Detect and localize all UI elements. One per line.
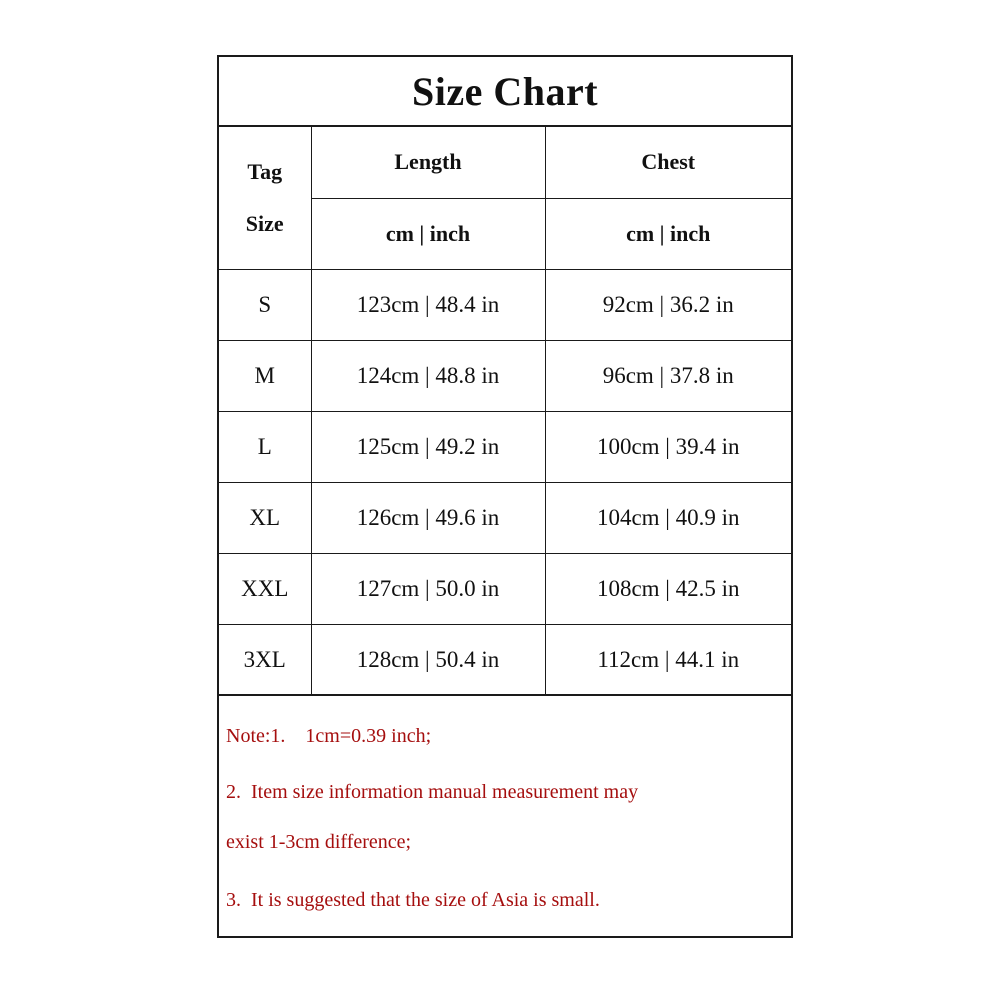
note-line-3: exist 1-3cm difference;	[226, 831, 412, 853]
size-cell: 3XL	[219, 624, 311, 695]
tag-size-header-line2: Size	[245, 210, 284, 236]
length-cell: 124cm | 48.8 in	[311, 340, 545, 411]
table-row	[219, 269, 791, 340]
note-line-1: Note:1. 1cm=0.39 inch;	[226, 725, 432, 747]
size-cell: XL	[219, 482, 311, 553]
length-cell: 127cm | 50.0 in	[311, 553, 545, 624]
table-row	[219, 482, 791, 553]
tag-size-header	[219, 127, 311, 269]
chart-title: Size Chart	[219, 57, 791, 127]
chest-cell: 96cm | 37.8 in	[545, 340, 791, 411]
length-cell: 123cm | 48.4 in	[311, 269, 545, 340]
length-cell: 125cm | 49.2 in	[311, 411, 545, 482]
chest-unit-header: cm | inch	[545, 198, 791, 269]
size-cell: XXL	[219, 553, 311, 624]
size-cell: L	[219, 411, 311, 482]
length-cell: 126cm | 49.6 in	[311, 482, 545, 553]
tag-size-header-line1: Tag	[247, 158, 283, 184]
note-line-4: 3. It is suggested that the size of Asia is small.	[226, 889, 600, 911]
table-row	[219, 553, 791, 624]
table-row	[219, 624, 791, 695]
table-row	[219, 411, 791, 482]
length-header: Length	[311, 127, 545, 198]
chest-cell: 112cm | 44.1 in	[545, 624, 791, 695]
table-row	[219, 340, 791, 411]
notes-section	[219, 694, 791, 938]
note-line-2: 2. Item size information manual measurement may	[226, 781, 639, 803]
chest-cell: 104cm | 40.9 in	[545, 482, 791, 553]
size-chart	[217, 55, 793, 938]
length-cell: 128cm | 50.4 in	[311, 624, 545, 695]
chest-cell: 92cm | 36.2 in	[545, 269, 791, 340]
size-table	[219, 127, 791, 696]
chest-cell: 100cm | 39.4 in	[545, 411, 791, 482]
size-cell: S	[219, 269, 311, 340]
size-cell: M	[219, 340, 311, 411]
chest-header: Chest	[545, 127, 791, 198]
length-unit-header: cm | inch	[311, 198, 545, 269]
chest-cell: 108cm | 42.5 in	[545, 553, 791, 624]
